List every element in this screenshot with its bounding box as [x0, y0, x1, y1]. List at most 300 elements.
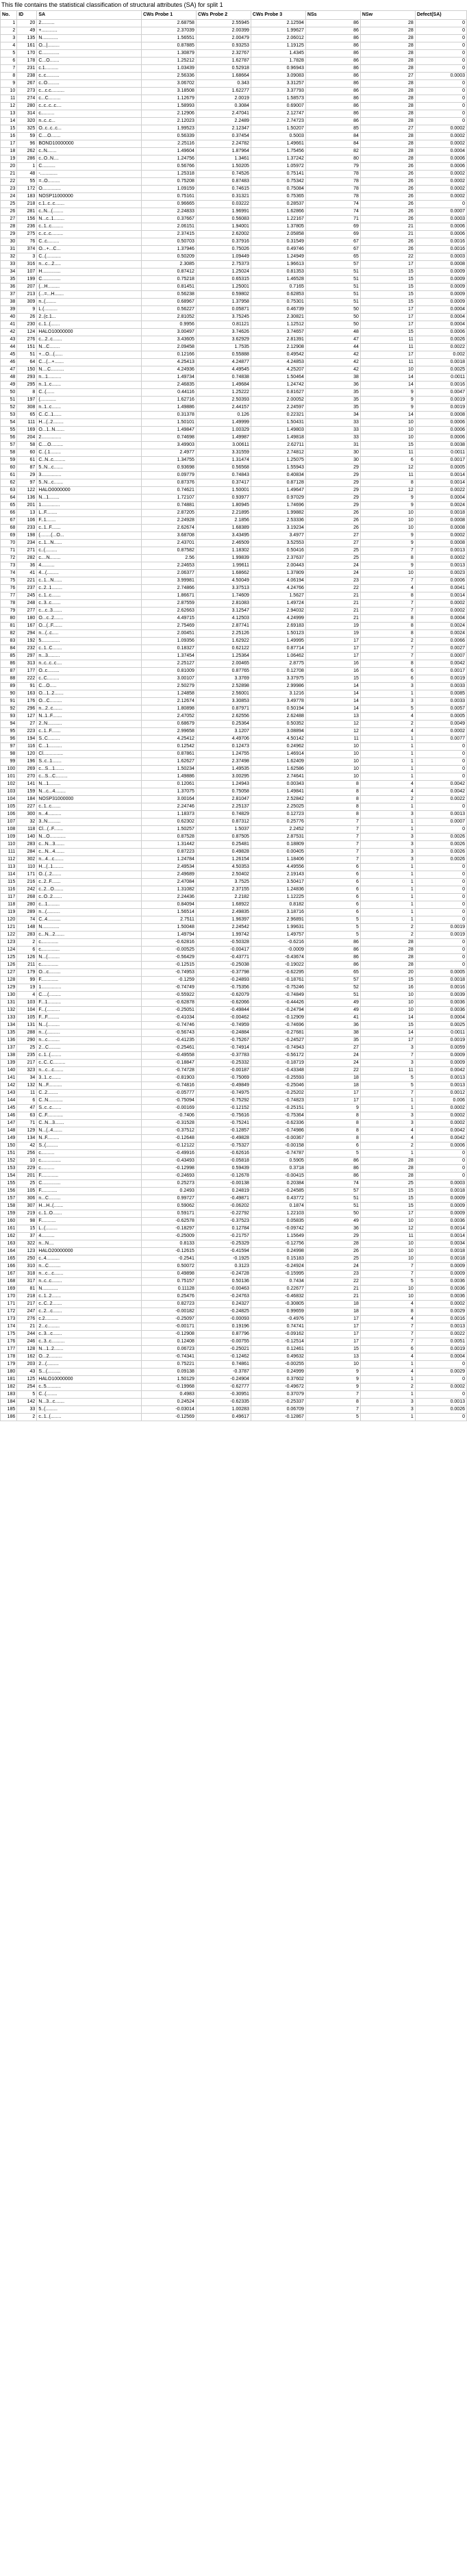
cell-probe1: 1.50257: [141, 826, 196, 834]
cell-defect: 0.0006: [415, 223, 466, 231]
cell-id: 127: [17, 713, 37, 721]
cell-sa: c..1..c.......: [37, 803, 142, 811]
cell-defect: 0.0013: [415, 547, 466, 555]
cell-probe1: 2.06151: [141, 223, 196, 231]
cell-nss: 17: [305, 638, 360, 645]
cell-probe1: 2.4977: [141, 449, 196, 457]
cell-probe3: 1.49647: [251, 487, 305, 495]
cell-probe2: 1.96397: [196, 916, 251, 924]
cell-sa: C.............: [37, 50, 142, 58]
cell-sa: N...1........: [37, 495, 142, 502]
cell-probe1: -0.25009: [141, 1233, 196, 1240]
cell-no: 27: [1, 216, 17, 223]
cell-probe3: 2.99986: [251, 683, 305, 690]
cell-sa: N...F..........: [37, 1082, 142, 1090]
cell-nsw: 28: [360, 35, 415, 42]
cell-probe1: -0.41034: [141, 1014, 196, 1022]
cell-nss: 86: [305, 962, 360, 969]
table-row: [1, 1218, 467, 1225]
cell-nsw: 1: [360, 864, 415, 871]
cell-defect: 0.0018: [415, 1255, 466, 1263]
cell-nss: 84: [305, 133, 360, 140]
cell-id: 316: [17, 261, 37, 268]
cell-nss: 8: [305, 1399, 360, 1406]
table-row: [1, 201, 467, 208]
cell-probe3: 1.37805: [251, 223, 305, 231]
table-row: [1, 487, 467, 495]
cell-defect: 0.0003: [415, 253, 466, 261]
cell-probe3: 1.37242: [251, 155, 305, 163]
cell-probe3: 1.24949: [251, 253, 305, 261]
cell-no: 32: [1, 253, 17, 261]
cell-no: 112: [1, 856, 17, 864]
cell-sa: -.............: [37, 171, 142, 178]
cell-id: 217: [17, 1301, 37, 1308]
cell-probe2: 0.87765: [196, 668, 251, 675]
cell-id: 172: [17, 186, 37, 193]
cell-probe3: 4.50142: [251, 736, 305, 743]
cell-id: 161: [17, 42, 37, 50]
cell-nss: 23: [305, 1271, 360, 1278]
cell-sa: F...........: [37, 1218, 142, 1225]
cell-nss: 6: [305, 886, 360, 894]
cell-no: 78: [1, 600, 17, 608]
cell-no: 119: [1, 909, 17, 916]
cell-defect: 0.0003: [415, 73, 466, 80]
table-row: [1, 1142, 467, 1150]
cell-probe2: -0.25021: [196, 1346, 251, 1353]
cell-no: 150: [1, 1142, 17, 1150]
cell-probe1: -0.12515: [141, 962, 196, 969]
cell-sa: c..1..F.......: [37, 525, 142, 532]
cell-nsw: 8: [360, 615, 415, 623]
table-row: [1, 562, 467, 570]
cell-probe3: 0.05835: [251, 1218, 305, 1225]
table-row: [1, 690, 467, 698]
cell-nsw: 5: [360, 1082, 415, 1090]
table-row: [1, 1293, 467, 1301]
cell-probe2: -0.24884: [196, 1029, 251, 1037]
cell-defect: 0.0014: [415, 479, 466, 487]
cell-probe2: 0.37417: [196, 479, 251, 487]
cell-sa: c...C.........: [37, 95, 142, 103]
cell-defect: 0.0009: [415, 268, 466, 276]
cell-defect: 0.0002: [415, 1112, 466, 1120]
cell-id: 290: [17, 1037, 37, 1045]
table-row: [1, 1278, 467, 1286]
cell-nss: 7: [305, 1406, 360, 1414]
cell-no: 40: [1, 314, 17, 321]
cell-sa: c..2...c.......: [37, 1308, 142, 1316]
cell-probe2: 3.74626: [196, 329, 251, 336]
cell-nss: 10: [305, 751, 360, 758]
cell-nsw: 15: [360, 299, 415, 306]
cell-probe1: 0.87582: [141, 547, 196, 555]
table-row: [1, 962, 467, 969]
cell-nsw: 8: [360, 592, 415, 600]
cell-no: 64: [1, 495, 17, 502]
cell-defect: 0.0041: [415, 585, 466, 592]
cell-nss: 51: [305, 992, 360, 999]
cell-nsw: 28: [360, 1158, 415, 1165]
cell-probe2: 0.19196: [196, 1323, 251, 1331]
cell-sa: C..N...........: [37, 1097, 142, 1105]
cell-sa: BOND10000000: [37, 140, 142, 148]
cell-nss: 57: [305, 977, 360, 984]
cell-probe3: 2.05858: [251, 231, 305, 238]
cell-defect: 0: [415, 35, 466, 42]
cell-probe2: -0.3787: [196, 1368, 251, 1376]
cell-probe3: -0.46832: [251, 1293, 305, 1301]
cell-id: 275: [17, 231, 37, 238]
cell-no: 185: [1, 1406, 17, 1414]
cell-nss: 13: [305, 713, 360, 721]
cell-probe1: -0.49558: [141, 1052, 196, 1060]
cell-probe3: -0.24924: [251, 1263, 305, 1271]
table-row: [1, 1007, 467, 1014]
cell-sa: n...c...c.......: [37, 1067, 142, 1075]
cell-sa: C..(...........: [37, 253, 142, 261]
cell-probe2: 1.68389: [196, 525, 251, 532]
cell-sa: +............: [37, 27, 142, 35]
cell-probe3: 1.22167: [251, 216, 305, 223]
table-row: [1, 103, 467, 110]
cell-probe2: 0.31321: [196, 193, 251, 201]
cell-id: 136: [17, 495, 37, 502]
cell-probe1: -0.18297: [141, 1225, 196, 1233]
cell-probe2: 0.24327: [196, 1301, 251, 1308]
cell-defect: 0.006: [415, 1097, 466, 1105]
cell-defect: 0.0019: [415, 404, 466, 412]
cell-no: 18: [1, 148, 17, 155]
cell-probe1: 1.99523: [141, 125, 196, 133]
cell-probe1: 2.37039: [141, 27, 196, 35]
cell-probe2: -0.49828: [196, 1135, 251, 1142]
cell-nsw: 3: [360, 1120, 415, 1127]
cell-probe1: 1.37946: [141, 246, 196, 253]
cell-nsw: 3: [360, 1060, 415, 1067]
cell-probe1: 2.24928: [141, 517, 196, 525]
cell-probe2: -0.37523: [196, 1218, 251, 1225]
cell-id: 13: [17, 510, 37, 517]
cell-probe3: -0.6216: [251, 939, 305, 947]
cell-defect: 0.0002: [415, 600, 466, 608]
cell-nsw: 15: [360, 442, 415, 449]
cell-nss: 86: [305, 1165, 360, 1173]
cell-probe1: 0.59062: [141, 1203, 196, 1210]
cell-nsw: 10: [360, 1248, 415, 1255]
cell-probe1: 1.50101: [141, 419, 196, 427]
cell-nss: 71: [305, 216, 360, 223]
cell-nsw: 10: [360, 570, 415, 577]
table-row: [1, 1075, 467, 1082]
cell-probe3: -0.19022: [251, 962, 305, 969]
cell-probe2: 1.99839: [196, 555, 251, 562]
cell-probe3: 0.74741: [251, 1323, 305, 1331]
cell-probe1: 2.75469: [141, 623, 196, 630]
cell-sa: N............: [37, 35, 142, 42]
cell-no: 126: [1, 962, 17, 969]
cell-sa: c..1...N......: [37, 540, 142, 547]
cell-probe2: 2.49835: [196, 909, 251, 916]
table-row: [1, 1248, 467, 1255]
cell-sa: n...N....: [37, 1240, 142, 1248]
cell-probe2: 0.12473: [196, 743, 251, 751]
cell-probe3: 4.24999: [251, 615, 305, 623]
cell-nss: 24: [305, 570, 360, 577]
cell-nss: 31: [305, 442, 360, 449]
cell-probe3: 0.50194: [251, 705, 305, 713]
cell-nsw: 7: [360, 577, 415, 585]
cell-no: 109: [1, 834, 17, 841]
cell-probe3: 1.99631: [251, 924, 305, 931]
table-row: [1, 969, 467, 977]
cell-no: 99: [1, 758, 17, 766]
cell-sa: S...(..........: [37, 1368, 142, 1376]
table-row: [1, 818, 467, 826]
cell-nss: 44: [305, 344, 360, 351]
cell-probe1: 1.03439: [141, 65, 196, 73]
cell-probe1: 2.68758: [141, 20, 196, 27]
cell-id: 323: [17, 1067, 37, 1075]
cell-nss: 12: [305, 721, 360, 728]
cell-id: 151: [17, 344, 37, 351]
cell-probe3: 0.3718: [251, 1165, 305, 1173]
cell-id: 289: [17, 909, 37, 916]
cell-nss: 78: [305, 171, 360, 178]
cell-id: 213: [17, 291, 37, 299]
cell-id: 163: [17, 690, 37, 698]
cell-nss: 11: [305, 736, 360, 743]
cell-probe2: 0.49828: [196, 849, 251, 856]
cell-no: 114: [1, 871, 17, 879]
cell-probe1: 3.43605: [141, 336, 196, 344]
cell-nss: 35: [305, 404, 360, 412]
cell-nsw: 28: [360, 140, 415, 148]
cell-probe2: -0.62335: [196, 1399, 251, 1406]
cell-nss: 22: [305, 585, 360, 592]
cell-probe2: -0.00463: [196, 1286, 251, 1293]
cell-probe1: 0.9956: [141, 321, 196, 329]
cell-nss: 33: [305, 419, 360, 427]
cell-defect: 0.0004: [415, 615, 466, 623]
cell-nsw: 10: [360, 510, 415, 517]
cell-probe2: -0.12152: [196, 1105, 251, 1112]
cell-nsw: 4: [360, 781, 415, 788]
cell-probe1: 0.68679: [141, 721, 196, 728]
cell-sa: C..(........: [37, 1391, 142, 1399]
cell-id: 122: [17, 487, 37, 495]
cell-no: 103: [1, 788, 17, 796]
table-row: [1, 856, 467, 864]
cell-no: 98: [1, 751, 17, 758]
cell-probe2: 1.68664: [196, 73, 251, 80]
cell-nsw: 7: [360, 1052, 415, 1060]
col-header-id: ID: [17, 11, 37, 20]
cell-defect: 0: [415, 1376, 466, 1384]
table-row: [1, 1195, 467, 1203]
cell-probe1: 2.24653: [141, 562, 196, 570]
cell-no: 157: [1, 1195, 17, 1203]
cell-nss: 29: [305, 495, 360, 502]
cell-probe3: 0.20384: [251, 1180, 305, 1188]
cell-nss: 14: [305, 690, 360, 698]
cell-nsw: 4: [360, 1368, 415, 1376]
cell-sa: S..c..1.......: [37, 758, 142, 766]
cell-probe3: 2.53336: [251, 517, 305, 525]
cell-nss: 86: [305, 1158, 360, 1165]
cell-no: 130: [1, 992, 17, 999]
table-row: [1, 1271, 467, 1278]
cell-probe2: 1.62922: [196, 638, 251, 645]
cell-no: 125: [1, 954, 17, 962]
cell-id: 1: [17, 163, 37, 171]
cell-nsw: 10: [360, 434, 415, 442]
cell-no: 80: [1, 615, 17, 623]
cell-sa: O...|.........: [37, 42, 142, 50]
cell-no: 124: [1, 947, 17, 954]
cell-nsw: 11: [360, 472, 415, 479]
cell-nsw: 25: [360, 1180, 415, 1188]
cell-probe1: 0.75161: [141, 193, 196, 201]
cell-id: 308: [17, 404, 37, 412]
cell-defect: 0: [415, 1391, 466, 1399]
cell-sa: c...1.........: [37, 901, 142, 909]
cell-nss: 74: [305, 201, 360, 208]
cell-id: 176: [17, 698, 37, 705]
cell-probe1: 1.49847: [141, 427, 196, 434]
cell-nsw: 7: [360, 1263, 415, 1271]
table-row: [1, 916, 467, 924]
cell-nss: 42: [305, 359, 360, 366]
cell-sa: +...O...(......: [37, 351, 142, 359]
cell-id: 10: [17, 1158, 37, 1165]
cell-probe2: -0.00417: [196, 947, 251, 954]
cell-sa: C..4..........: [37, 916, 142, 924]
cell-nsw: 27: [360, 73, 415, 80]
cell-probe1: 1.56514: [141, 909, 196, 916]
cell-probe2: 1.24943: [196, 781, 251, 788]
cell-probe2: -0.62616: [196, 1150, 251, 1158]
cell-id: 320: [17, 118, 37, 125]
cell-nsw: 28: [360, 110, 415, 118]
cell-nss: 74: [305, 208, 360, 216]
cell-nss: 19: [305, 623, 360, 630]
cell-no: 24: [1, 193, 17, 201]
table-row: [1, 977, 467, 984]
cell-no: 107: [1, 818, 17, 826]
table-row: [1, 939, 467, 947]
cell-nsw: 1: [360, 751, 415, 758]
cell-sa: c...S...1.......: [37, 766, 142, 773]
cell-no: 108: [1, 826, 17, 834]
cell-probe1: 0.37667: [141, 216, 196, 223]
cell-probe1: 0.75218: [141, 276, 196, 284]
table-row: [1, 901, 467, 909]
cell-id: 204: [17, 434, 37, 442]
cell-no: 122: [1, 931, 17, 939]
table-row: [1, 58, 467, 65]
table-row: [1, 1263, 467, 1271]
cell-defect: 0.0022: [415, 796, 466, 803]
cell-probe3: 1.24836: [251, 886, 305, 894]
cell-id: 148: [17, 924, 37, 931]
cell-nsw: 20: [360, 969, 415, 977]
cell-probe2: 1.25001: [196, 284, 251, 291]
table-row: [1, 540, 467, 547]
table-row: [1, 924, 467, 931]
cell-nss: 50: [305, 314, 360, 321]
cell-probe3: 1.49841: [251, 788, 305, 796]
cell-probe2: -0.37798: [196, 969, 251, 977]
cell-id: 177: [17, 668, 37, 675]
table-row: [1, 344, 467, 351]
cell-probe3: 3.37975: [251, 675, 305, 683]
cell-id: 9: [17, 306, 37, 314]
cell-no: 117: [1, 894, 17, 901]
cell-nss: 7: [305, 849, 360, 856]
cell-id: 20: [17, 20, 37, 27]
cell-probe2: 1.3461: [196, 155, 251, 163]
cell-nss: 29: [305, 487, 360, 495]
cell-probe2: 0.74526: [196, 171, 251, 178]
cell-no: 171: [1, 1301, 17, 1308]
cell-no: 36: [1, 284, 17, 291]
cell-nsw: 3: [360, 834, 415, 841]
cell-sa: c..C.........: [37, 675, 142, 683]
cell-probe3: -0.12756: [251, 1240, 305, 1248]
cell-no: 164: [1, 1248, 17, 1255]
cell-probe3: 1.49661: [251, 140, 305, 148]
table-row: [1, 80, 467, 88]
cell-probe3: 2.74641: [251, 773, 305, 781]
cell-defect: 0.0002: [415, 171, 466, 178]
cell-nsw: 9: [360, 389, 415, 397]
cell-probe3: -0.12514: [251, 1338, 305, 1346]
table-row: [1, 1384, 467, 1391]
cell-probe1: -0.00169: [141, 1105, 196, 1112]
cell-probe3: 2.8775: [251, 660, 305, 668]
cell-no: 9: [1, 80, 17, 88]
cell-sa: H..............: [37, 268, 142, 276]
cell-probe2: -0.12857: [196, 1127, 251, 1135]
cell-probe3: 1.49818: [251, 434, 305, 442]
cell-nsw: 2: [360, 924, 415, 931]
table-row: [1, 404, 467, 412]
cell-sa: c..2...O.......: [37, 886, 142, 894]
cell-probe1: 1.49886: [141, 404, 196, 412]
cell-defect: 0.0002: [415, 193, 466, 201]
cell-nss: 86: [305, 954, 360, 962]
cell-id: 282: [17, 555, 37, 562]
cell-defect: 0: [415, 118, 466, 125]
cell-probe3: 2.24597: [251, 404, 305, 412]
cell-nsw: 10: [360, 366, 415, 374]
cell-no: 81: [1, 623, 17, 630]
cell-probe1: 0.50703: [141, 238, 196, 246]
cell-probe1: -0.74953: [141, 969, 196, 977]
cell-sa: n...c...c.......: [37, 1271, 142, 1278]
cell-probe3: 4.49556: [251, 864, 305, 871]
cell-probe2: 1.7535: [196, 344, 251, 351]
cell-defect: 0: [415, 88, 466, 95]
cell-probe1: 0.87223: [141, 849, 196, 856]
cell-sa: c..1..(........: [37, 1414, 142, 1421]
cell-defect: 0: [415, 1414, 466, 1421]
table-row: [1, 434, 467, 442]
cell-probe3: 4.24853: [251, 359, 305, 366]
cell-probe1: 1.37454: [141, 653, 196, 660]
